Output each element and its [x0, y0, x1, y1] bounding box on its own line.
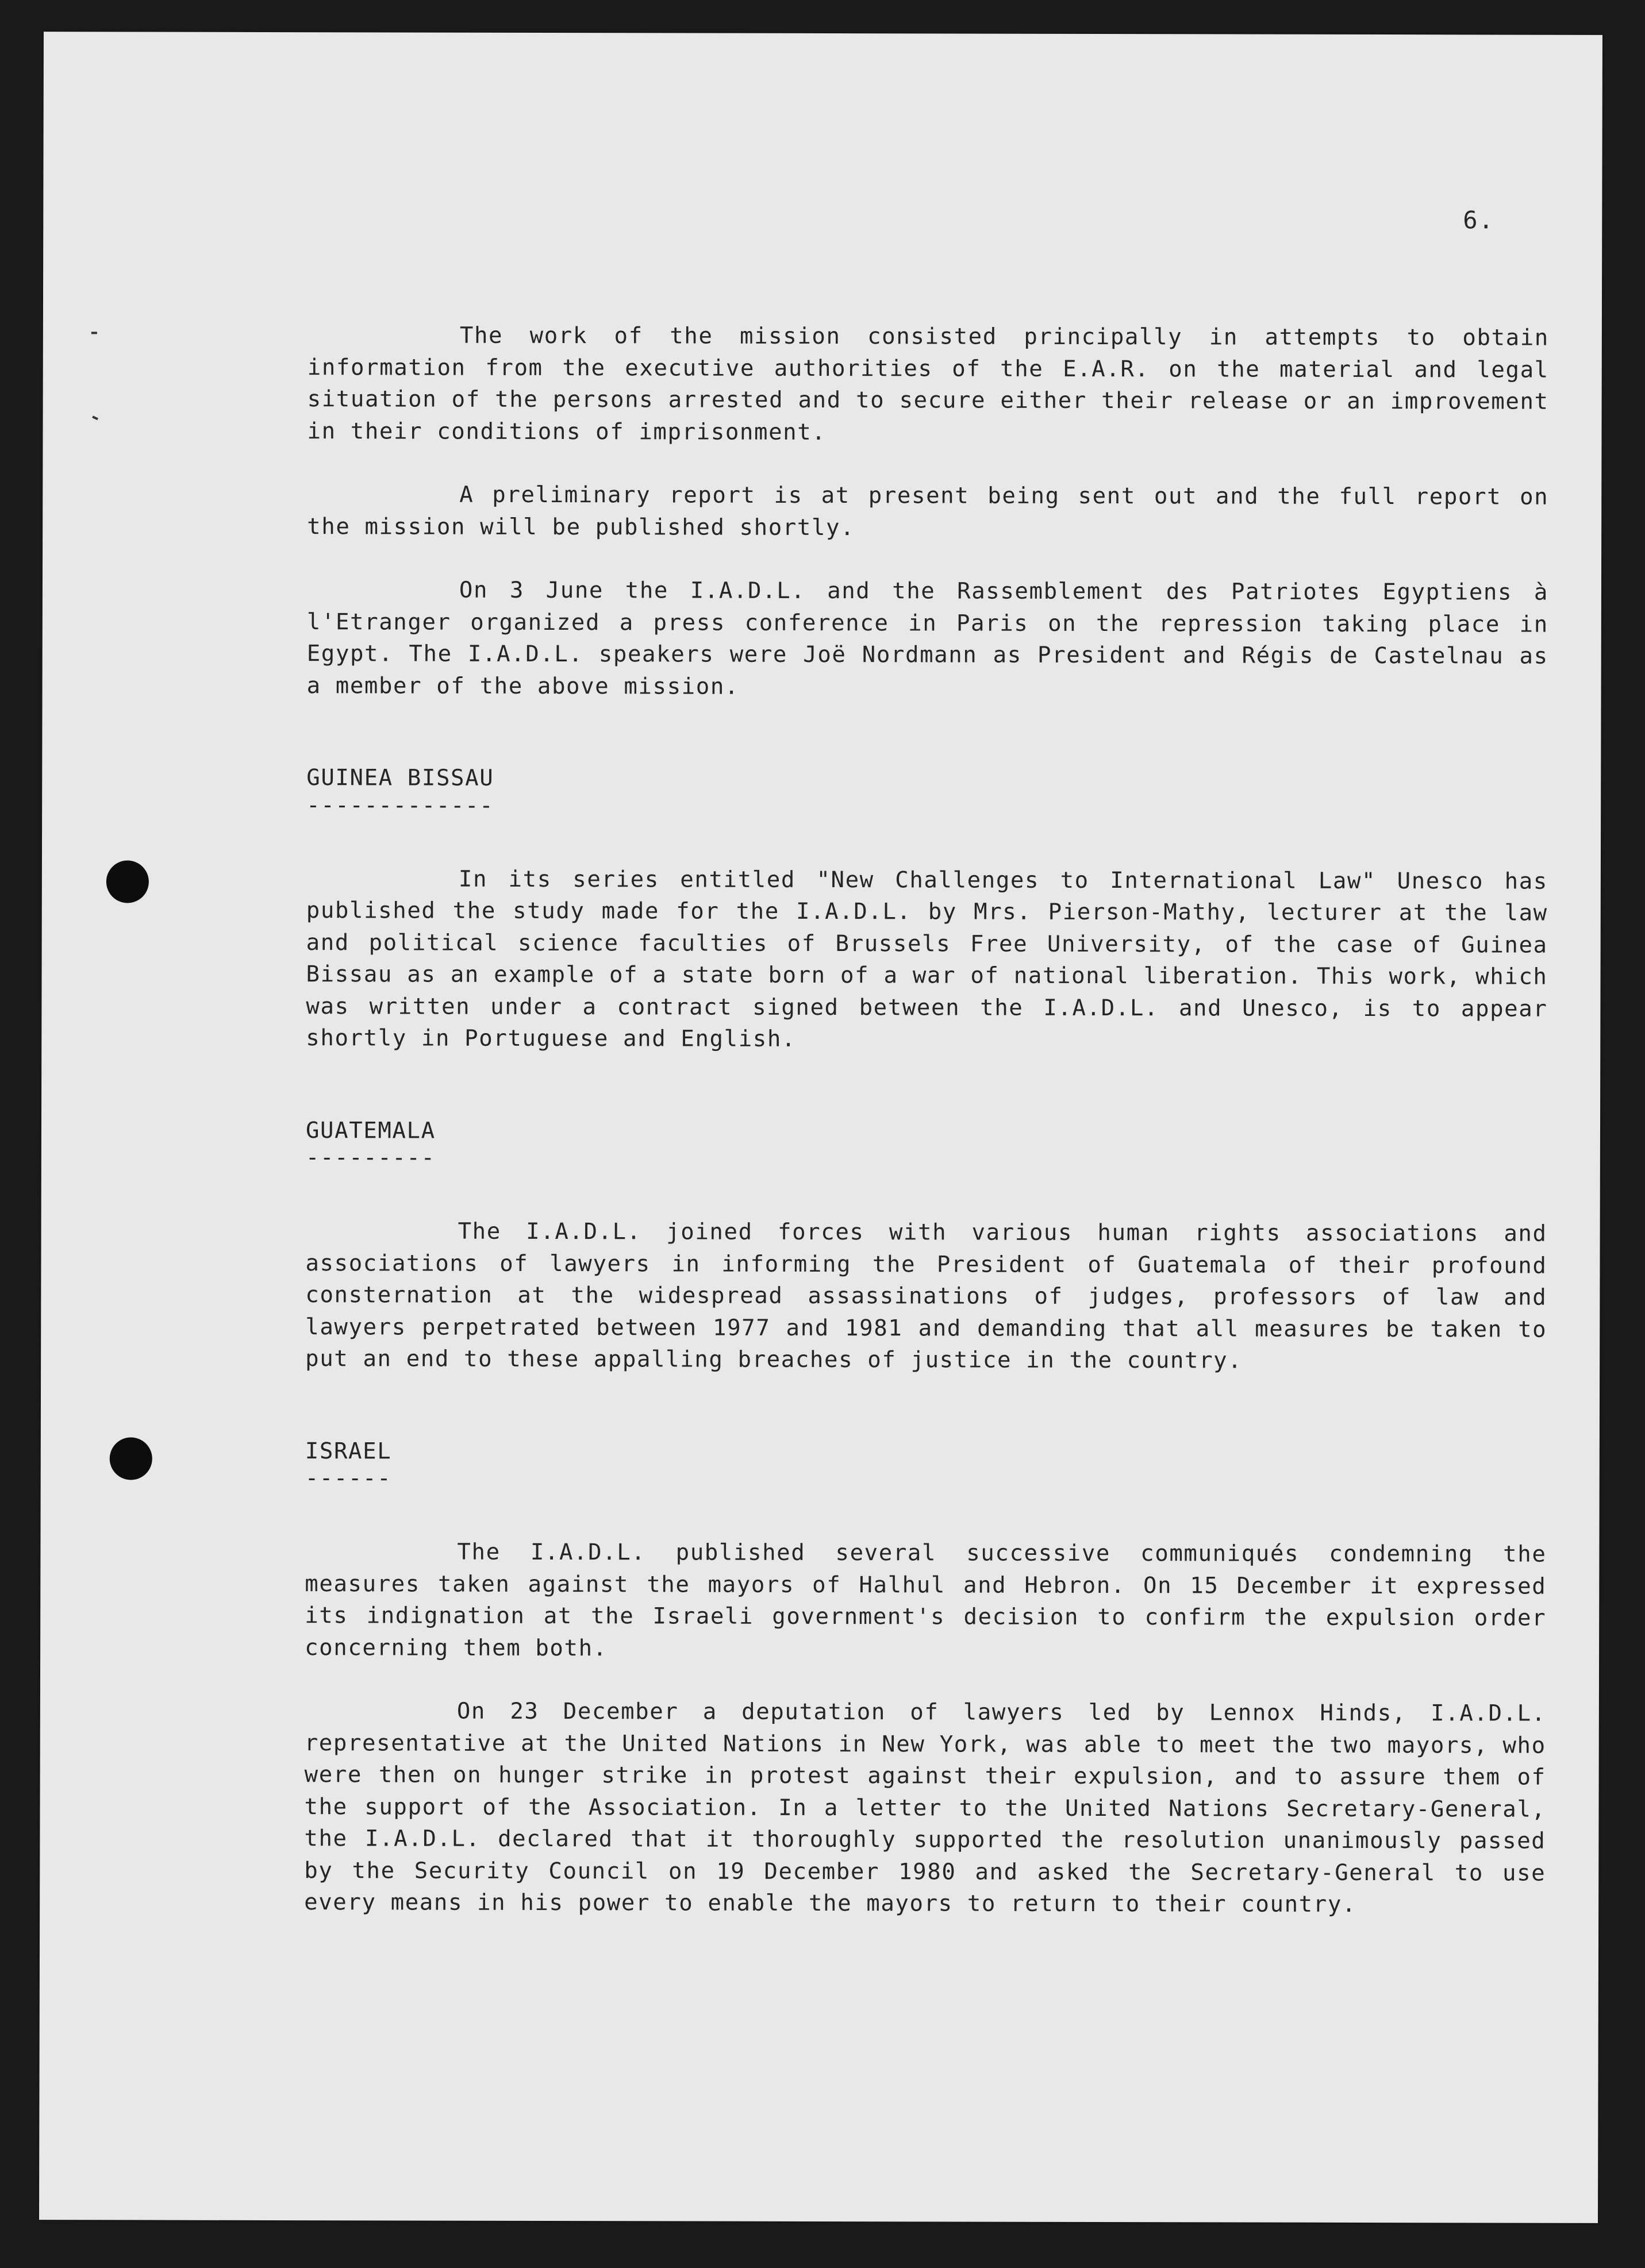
punch-hole — [110, 1437, 152, 1480]
document-page — [39, 32, 1602, 2223]
paragraph-israel-communiques: The I.A.D.L. published several successive communiqués condemning the measures taken against the mayors of Halhul and Hebron. On 15 December it expressed its indignation at the Israeli government's decision to confirm the expulsion order concerning them both. — [305, 1539, 1547, 1661]
page-number: 6. — [1463, 206, 1494, 234]
document-body — [304, 319, 1549, 1921]
paragraph-mission-work: The work of the mission consisted principally in attempts to obtain information from the executive authorities of the E.A.R. on the material and legal situation of the persons arrested and to secure either their release or an improvement in their conditions of imprisonment. — [307, 322, 1549, 445]
paragraph-press-conference: On 3 June the I.A.D.L. and the Rassemblement des Patriotes Egyptiens à l'Etranger organized a press conference in Paris on the repression taking place in Egypt. The I.A.D.L. speakers were Joë Nordmann as President and Régis de Castelnau as a member of the above mission. — [306, 577, 1548, 700]
paragraph-guatemala: The I.A.D.L. joined forces with various human rights associations and associations of lawyers in informing the President of Guatemala of their profound consternation at the widespread assassinations of judges, professors of law and lawyers perpetrated between 1977 and 1981 and demanding that all measures be taken to put an end to these appalling breaches of justice in the country. — [305, 1218, 1547, 1374]
margin-mark — [92, 415, 98, 420]
section-heading-guinea-bissau: GUINEA BISSAU — [306, 765, 494, 791]
heading-underline: ------ — [305, 1465, 392, 1492]
margin-mark — [91, 332, 97, 334]
punch-hole — [106, 860, 149, 903]
heading-underline: ------------- — [306, 792, 494, 819]
paragraph-preliminary-report: A preliminary report is at present being sent out and the full report on the mission will be published shortly. — [307, 482, 1549, 541]
paragraph-guinea-bissau: In its series entitled "New Challenges to International Law" Unesco has published the study made for the I.A.D.L. by Mrs. Pierson-Mathy, lecturer at the law and political science faculties of Brussels Free University, of the case of Guinea Bissau as an example of a state born of a war of national liberation. This work, which was written under a contract signed between the I.A.D.L. and Unesco, is to appear shortly in Portuguese and English. — [306, 866, 1548, 1052]
heading-underline: --------- — [305, 1145, 436, 1171]
section-heading-israel: ISRAEL — [305, 1438, 392, 1464]
section-heading-guatemala: GUATEMALA — [305, 1117, 436, 1144]
paragraph-israel-deputation: On 23 December a deputation of lawyers led by Lennox Hinds, I.A.D.L. representative at the United Nations in New York, was able to meet the two mayors, who were then on hunger strike in protest against their expulsion, and to assure them of the support of the Association. In a letter to the United Nations Secretary-General, the I.A.D.L. declared that it thoroughly supported the resolution unanimously passed by the Security Council on 19 December 1980 and asked the Secretary-General to use every means in his power to enable the mayors to return to their country. — [304, 1698, 1546, 1917]
